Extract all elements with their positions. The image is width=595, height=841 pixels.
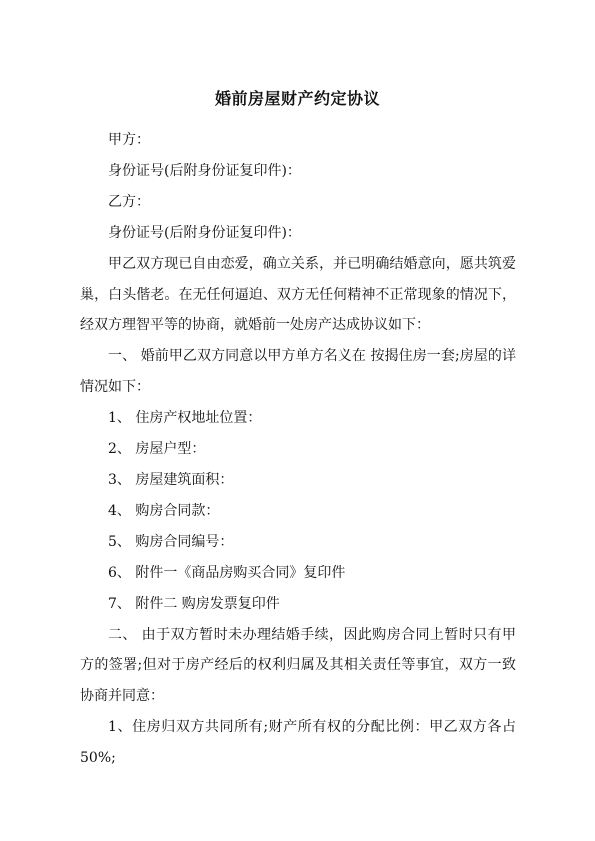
- paragraph-party-b: 乙方：: [108, 193, 150, 210]
- paragraph-party-a-id: 身份证号(后附身份证复印件)：: [108, 162, 301, 179]
- paragraph-party-a: 甲方：: [108, 132, 150, 148]
- list-item-address: 1、 住房产权地址位置：: [108, 410, 262, 427]
- list-item-area: 3、 房屋建筑面积：: [108, 471, 234, 488]
- paragraph-clause-2: 二、 由于双方暂时未办理结婚手续，因此购房合同上暂时只有甲方的签署;但对于房产经后的权利归属及其相关责任等事宜，双方一致协商并同意：: [80, 626, 516, 705]
- list-item-attachment-2: 7、 附件二 购房发票复印件: [108, 595, 280, 612]
- list-item-price: 4、 购房合同款：: [108, 502, 220, 519]
- list-item-attachment-1: 6、 附件一《商品房购买合同》复印件: [108, 564, 346, 581]
- paragraph-preamble: 甲乙双方现已自由恋爱，确立关系，并已明确结婚意向，愿共筑爱巢，白头偕老。在无任何逼迫、双方无任何精神不正常现象的情况下，经双方理智平等的协商，就婚前一处房产达成协议如下：: [80, 255, 516, 334]
- list-item-contract-no: 5、 购房合同编号：: [108, 533, 234, 550]
- list-item-layout: 2、 房屋户型：: [108, 441, 206, 458]
- paragraph-party-b-id: 身份证号(后附身份证复印件)：: [108, 224, 301, 241]
- paragraph-clause-2-1: 1、住房归双方共同所有;财产所有权的分配比例：甲乙双方各占 50%;: [80, 719, 516, 767]
- document-body: [80, 125, 516, 774]
- document-title: 婚前房屋财产约定协议: [214, 89, 380, 108]
- paragraph-clause-1: 一、 婚前甲乙双方同意以甲方单方名义在 按揭住房一套;房屋的详情况如下：: [80, 348, 516, 396]
